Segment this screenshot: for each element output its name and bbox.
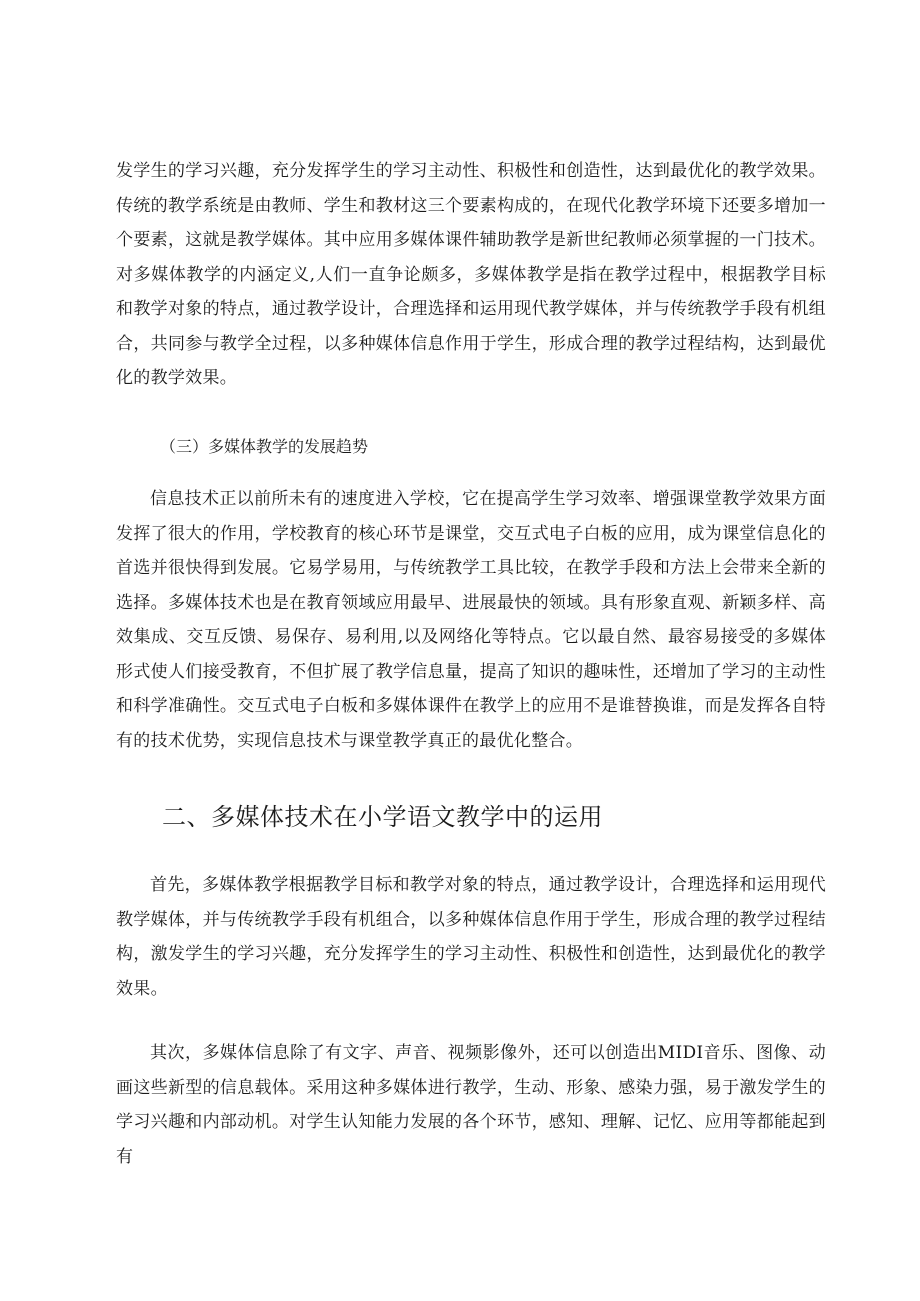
paragraph-intro-continuation: 发学生的学习兴趣，充分发挥学生的学习主动性、积极性和创造性，达到最优化的教学效果。传统的教学系统是由教师、学生和教材这三个要素构成的，在现代化教学环境下还要多增加一个要素，这就是教学媒体。其中应用多媒体课件辅助教学是新世纪教师必须掌握的一门技术。对多媒体教学的内涵定义,人们一直争论颇多，多媒体教学是指在教学过程中，根据教学目标和教学对象的特点，通过教学设计，合理选择和运用现代教学媒体，并与传统教学手段有机组合，共同参与教学全过程，以多种媒体信息作用于学生，形成合理的教学过程结构，达到最优化的教学效果。 xyxy=(116,161,826,388)
section-heading-2: 二、多媒体技术在小学语文教学中的运用 xyxy=(162,803,603,831)
paragraph-second-point: 其次，多媒体信息除了有文字、声音、视频影像外，还可以创造出MIDI音乐、图像、动画这些新型的信息载体。采用这种多媒体进行教学，生动、形象、感染力强，易于激发学生的学习兴趣和内部动机。对学生认知能力发展的各个环节，感知、理解、记忆、应用等都能起到有 xyxy=(116,1043,826,1167)
section-subheading-3: （三）多媒体教学的发展趋势 xyxy=(160,437,369,456)
paragraph-development-trend: 信息技术正以前所未有的速度进入学校，它在提高学生学习效率、增强课堂教学效果方面发挥了很大的作用，学校教育的核心环节是课堂，交互式电子白板的应用，成为课堂信息化的首选并很快得到发展。它易学易用，与传统教学工具比较，在教学手段和方法上会带来全新的选择。多媒体技术也是在教育领域应用最早、进展最快的领域。具有形象直观、新颖多样、高效集成、交互反馈、易保存、易利用,以及网络化等特点。它以最自然、最容易接受的多媒体形式使人们接受教育，不但扩展了教学信息量，提高了知识的趣味性，还增加了学习的主动性和科学准确性。交互式电子白板和多媒体课件在教学上的应用不是谁替换谁，而是发挥各自特有的技术优势，实现信息技术与课堂教学真正的最优化整合。 xyxy=(116,489,826,751)
paragraph-first-point: 首先，多媒体教学根据教学目标和教学对象的特点，通过教学设计，合理选择和运用现代教学媒体，并与传统教学手段有机组合，以多种媒体信息作用于学生，形成合理的教学过程结构，激发学生的学习兴趣，充分发挥学生的学习主动性、积极性和创造性，达到最优化的教学效果。 xyxy=(116,875,826,999)
